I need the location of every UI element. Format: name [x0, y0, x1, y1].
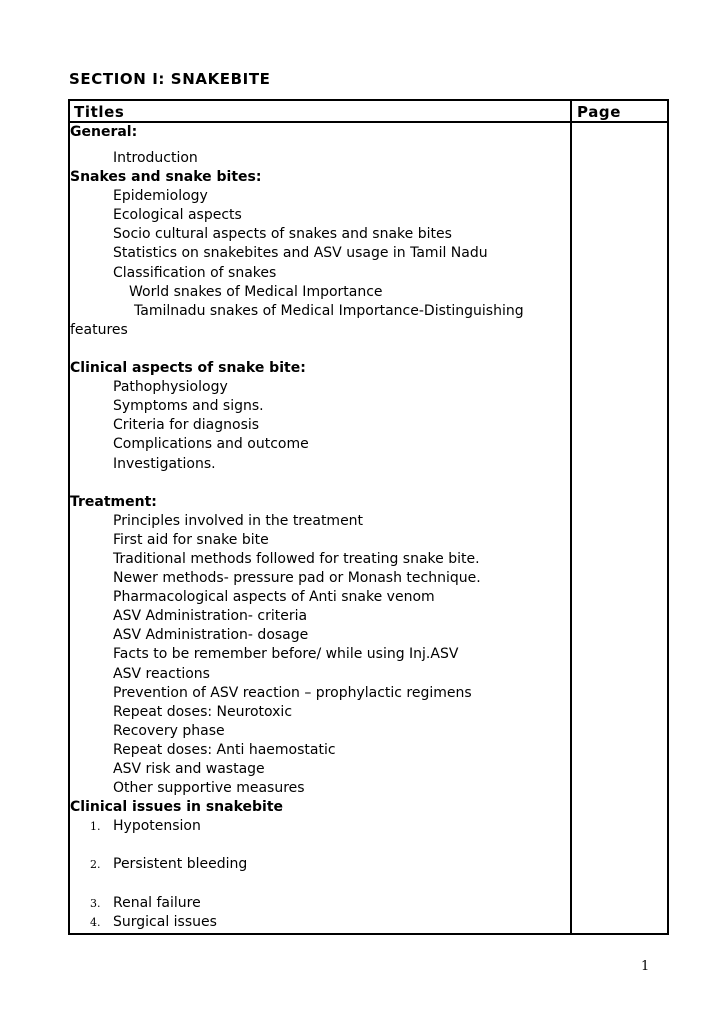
- sub-item-wrap: features: [70, 321, 128, 338]
- item-label: Renal failure: [113, 894, 201, 911]
- heading-treatment: Treatment:: [70, 493, 157, 510]
- contents-table: [68, 99, 669, 935]
- list-item: Symptoms and signs.: [113, 398, 264, 415]
- list-item: Pathophysiology: [113, 379, 228, 396]
- list-item: Criteria for diagnosis: [113, 417, 260, 434]
- list-item: ASV risk and wastage: [113, 761, 265, 777]
- header-page: Page: [577, 103, 622, 121]
- list-item: Prevention of ASV reaction – prophylactic regimens: [113, 684, 472, 701]
- item-number: 3.: [90, 896, 101, 910]
- item-label: Hypotension: [113, 818, 201, 835]
- list-item: First aid for snake bite: [113, 531, 269, 548]
- list-item: Newer methods- pressure pad or Monash technique.: [113, 570, 481, 587]
- list-item: Ecological aspects: [113, 207, 242, 224]
- spacer: [70, 836, 568, 855]
- list-item: Recovery phase: [113, 722, 225, 739]
- list-item: Repeat doses: Neurotoxic: [113, 703, 293, 720]
- heading-snakes: Snakes and snake bites:: [70, 169, 262, 186]
- list-item: Repeat doses: Anti haemostatic: [113, 741, 336, 758]
- list-item: Traditional methods followed for treating snake bite.: [113, 550, 480, 567]
- list-item: Facts to be remember before/ while using Inj.ASV: [113, 646, 459, 663]
- list-item: ASV Administration- criteria: [113, 608, 308, 625]
- page-number: 1: [641, 959, 650, 974]
- heading-general: General:: [70, 124, 138, 140]
- spacer: [70, 340, 568, 359]
- list-item: Classification of snakes: [113, 264, 277, 281]
- list-item: Introduction: [113, 150, 198, 166]
- item-number: 1.: [90, 820, 101, 834]
- list-item: ASV Administration- dosage: [113, 627, 309, 644]
- list-item: Principles involved in the treatment: [113, 512, 364, 529]
- heading-clinical-issues: Clinical issues in snakebite: [70, 799, 284, 816]
- item-label: Surgical issues: [113, 913, 217, 930]
- sub-item: Tamilnadu snakes of Medical Importance-Distinguishing: [134, 302, 524, 319]
- column-divider: [570, 101, 572, 933]
- numbered-item: [70, 894, 568, 913]
- list-item: Other supportive measures: [113, 780, 305, 797]
- sub-item: World snakes of Medical Importance: [129, 283, 383, 300]
- list-item: Statistics on snakebites and ASV usage in Tamil Nadu: [113, 245, 488, 262]
- item-number: 4.: [90, 915, 101, 929]
- section-title: SECTION I: SNAKEBITE: [69, 70, 271, 88]
- item-label: Persistent bleeding: [113, 856, 248, 873]
- heading-clinical-aspects: Clinical aspects of snake bite:: [70, 360, 306, 377]
- list-item: ASV reactions: [113, 665, 210, 682]
- header-titles: Titles: [74, 103, 125, 121]
- list-item: Socio cultural aspects of snakes and snake bites: [113, 226, 452, 243]
- spacer: [70, 474, 568, 493]
- list-item: Investigations.: [113, 455, 216, 472]
- numbered-item: [70, 817, 568, 836]
- titles-column: [70, 123, 568, 932]
- list-item: Pharmacological aspects of Anti snake venom: [113, 589, 435, 606]
- list-item: Complications and outcome: [113, 436, 309, 453]
- spacer: [70, 875, 568, 894]
- numbered-item: [70, 855, 568, 874]
- item-number: 2.: [90, 858, 101, 872]
- list-item: Epidemiology: [113, 188, 208, 205]
- numbered-item: [70, 913, 568, 932]
